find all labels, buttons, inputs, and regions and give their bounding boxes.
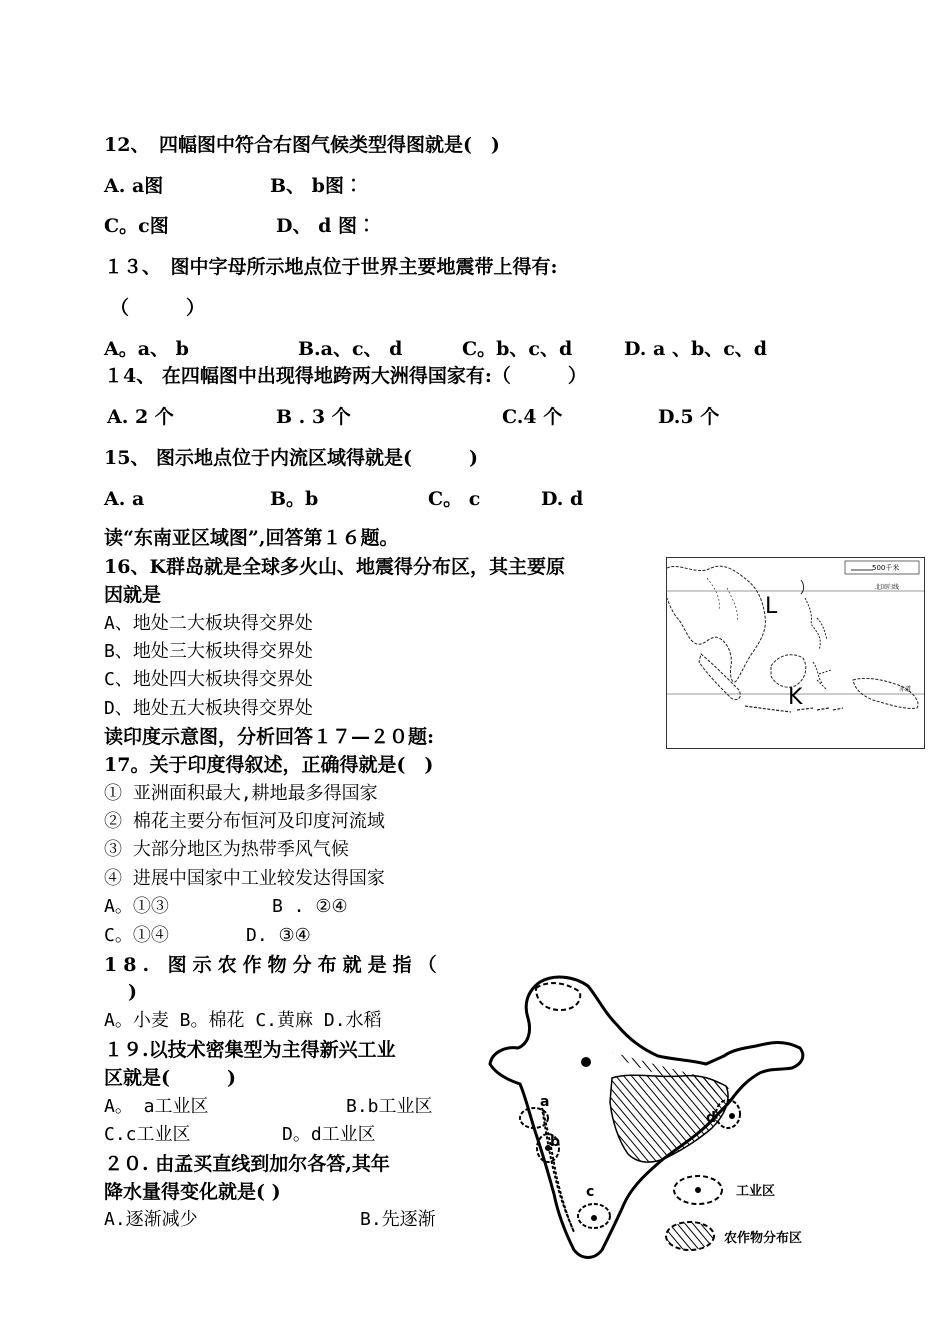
q20-option-a: A.逐渐减少 [104, 1209, 198, 1230]
q17-stem: 17。关于印度得叙述，正确得就是( ) [104, 754, 434, 776]
q13-option-d: D. a 、b、c、d [624, 338, 768, 360]
q15-option-d: D. d [541, 488, 584, 510]
q15-option-b: B。b [270, 488, 319, 510]
q15-stem: 15、 图示地点位于内流区域得就是( ) [104, 447, 479, 469]
q14-stem: １4、 在四幅图中出现得地跨两大洲得国家有:（ ） [104, 365, 587, 387]
india-label-d: d [706, 1110, 717, 1126]
q17-statement-1: ① 亚洲面积最大,耕地最多得国家 [104, 783, 378, 804]
equator-label: 赤道 [899, 686, 912, 693]
legend-industry-label: 工业区 [736, 1184, 776, 1199]
q20-stem-line1: ２０. 由孟买直线到加尔各答,其年 [104, 1153, 390, 1175]
q14-option-b: B . 3 个 [276, 406, 351, 428]
india-map [462, 968, 852, 1268]
q15-option-a: A. a [104, 488, 145, 510]
q16-stem-line1: 16、K群岛就是全球多火山、地震得分布区，其主要原 [104, 556, 565, 578]
tropic-label: 北回归线 [875, 584, 900, 591]
q17-option-b: B . ②④ [272, 896, 348, 917]
q14-option-c: C.4 个 [502, 406, 563, 428]
intro-q16: 读“东南亚区域图”,回答第１６题。 [104, 527, 399, 549]
q18-stem-line1: 18. 图示农作物分布就是指（ [104, 954, 443, 976]
q12-stem: 12、 四幅图中符合右图气候类型得图就是( ) [104, 134, 500, 156]
map-label-l: L [765, 594, 778, 619]
map-scale-label: 500千米 [872, 564, 900, 572]
q19-stem-line1: １９.以技术密集型为主得新兴工业 [104, 1039, 396, 1061]
southeast-asia-map [666, 557, 925, 749]
map-label-k: K [788, 685, 803, 710]
q17-option-a: A。①③ [104, 896, 169, 917]
q12-option-b: B、 b图︰ [270, 175, 363, 197]
q19-option-c: C.c工业区 [104, 1124, 191, 1145]
q17-statement-3: ③ 大部分地区为热带季风气候 [104, 839, 349, 860]
q19-option-b: B.b工业区 [346, 1096, 433, 1117]
q16-option-b: B、地处三大板块得交界处 [104, 641, 313, 662]
q12-option-a: A. a图 [104, 175, 164, 197]
q17-statement-2: ② 棉花主要分布恒河及印度河流域 [104, 811, 385, 832]
q13-option-a: A。a、 b [104, 338, 189, 360]
q16-option-a: A、地处二大板块得交界处 [104, 613, 313, 634]
india-label-c: c [586, 1184, 595, 1200]
q16-option-d: D、地处五大板块得交界处 [104, 698, 313, 719]
q17-option-d: D. ③④ [246, 925, 311, 946]
legend-crop-label: 农作物分布区 [724, 1231, 803, 1246]
q20-option-b: B.先逐渐 [360, 1209, 436, 1230]
q14-option-a: A. 2 个 [107, 406, 174, 428]
q17-option-c: C。①④ [104, 925, 169, 946]
q14-option-d: D.5 个 [658, 406, 720, 428]
q12-option-d: D、 d 图︰ [276, 215, 376, 237]
intro-q17-20: 读印度示意图，分析回答１７—２０题: [104, 726, 435, 748]
india-label-a: a [540, 1094, 550, 1110]
q16-option-c: C、地处四大板块得交界处 [104, 669, 313, 690]
q19-option-d: D。d工业区 [282, 1124, 376, 1145]
q15-option-c: C。 c [428, 488, 481, 510]
q13-option-b: B.a、c、 d [298, 338, 403, 360]
q20-stem-line2: 降水量得变化就是( ) [104, 1181, 281, 1203]
q13-paren: （ ） [110, 297, 206, 319]
q19-stem-line2: 区就是( ) [104, 1067, 236, 1089]
q17-statement-4: ④ 进展中国家中工业较发达得国家 [104, 868, 385, 889]
q19-option-a: A。 a工业区 [104, 1096, 209, 1117]
india-label-b: b [550, 1134, 561, 1150]
q13-option-c: C。b、c、d [462, 338, 573, 360]
q13-stem: １３、 图中字母所示地点位于世界主要地震带上得有: [104, 256, 558, 278]
q18-options: A。小麦 B。棉花 C.黄麻 D.水稻 [104, 1010, 382, 1031]
q18-stem-line2: ) [128, 981, 137, 1003]
q12-option-c: C。c图 [104, 215, 169, 237]
q16-stem-line2: 因就是 [104, 584, 162, 606]
